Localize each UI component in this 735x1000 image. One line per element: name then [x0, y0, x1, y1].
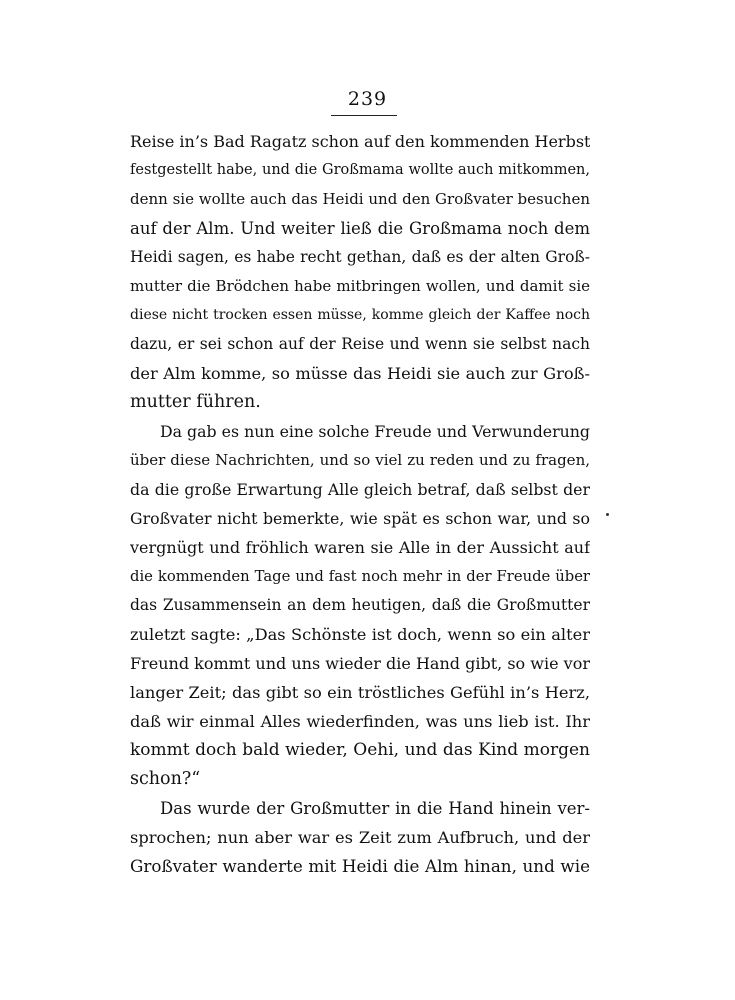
text-line: Heidi sagen, es habe recht gethan, daß es der alten Groß-: [130, 248, 590, 266]
text-line: mutter führen.: [130, 392, 261, 412]
text-line: denn sie wollte auch das Heidi und den Großvater besuchen: [130, 190, 590, 208]
text-line: da die große Erwartung Alle gleich betraf, daß selbst der: [130, 480, 590, 499]
paragraph-2: [130, 417, 590, 794]
text-line: schon?“: [130, 769, 201, 789]
text-line: der Alm komme, so müsse das Heidi sie auch zur Groß-: [130, 364, 590, 383]
text-line: zuletzt sagte: „Das Schönste ist doch, wenn so ein alter: [130, 625, 590, 644]
page-number-rule: [331, 115, 397, 116]
text-line: Da gab es nun eine solche Freude und Verwunderung: [160, 422, 590, 441]
text-line: festgestellt habe, und die Großmama wollte auch mitkommen,: [130, 162, 590, 178]
text-line: Großvater nicht bemerkte, wie spät es schon war, und so: [130, 509, 590, 528]
text-line: Reise in’s Bad Ragatz schon auf den kommenden Herbst: [130, 132, 590, 151]
paragraph-3: [130, 794, 590, 881]
text-line: diese nicht trocken essen müsse, komme gleich der Kaffee noch: [130, 307, 590, 323]
page-number: 239: [347, 88, 388, 110]
text-line: sprochen; nun aber war es Zeit zum Aufbruch, und der: [130, 828, 590, 847]
text-line: auf der Alm. Und weiter ließ die Großmama noch dem: [130, 219, 590, 238]
ink-speck: [606, 513, 609, 516]
text-line: kommt doch bald wieder, Oehi, und das Kind morgen: [130, 740, 590, 760]
paragraph-1: [130, 127, 590, 417]
text-line: über diese Nachrichten, und so viel zu reden und zu fragen,: [130, 451, 590, 469]
text-line: daß wir einmal Alles wiederfinden, was uns lieb ist. Ihr: [130, 712, 590, 731]
body-text: [130, 127, 590, 881]
text-line: mutter die Brödchen habe mitbringen wollen, und damit sie: [130, 277, 590, 295]
text-line: langer Zeit; das gibt so ein tröstliches Gefühl in’s Herz,: [130, 683, 590, 702]
text-line: die kommenden Tage und fast noch mehr in der Freude über: [130, 568, 590, 585]
text-line: Großvater wanderte mit Heidi die Alm hinan, und wie: [130, 856, 590, 876]
text-line: Freund kommt und uns wieder die Hand gibt, so wie vor: [130, 654, 590, 673]
text-line: das Zusammensein an dem heutigen, daß die Großmutter: [130, 596, 590, 614]
text-line: vergnügt und fröhlich waren sie Alle in der Aussicht auf: [130, 538, 590, 557]
text-line: dazu, er sei schon auf der Reise und wenn sie selbst nach: [130, 335, 590, 353]
text-line: Das wurde der Großmutter in die Hand hinein ver-: [160, 799, 590, 818]
